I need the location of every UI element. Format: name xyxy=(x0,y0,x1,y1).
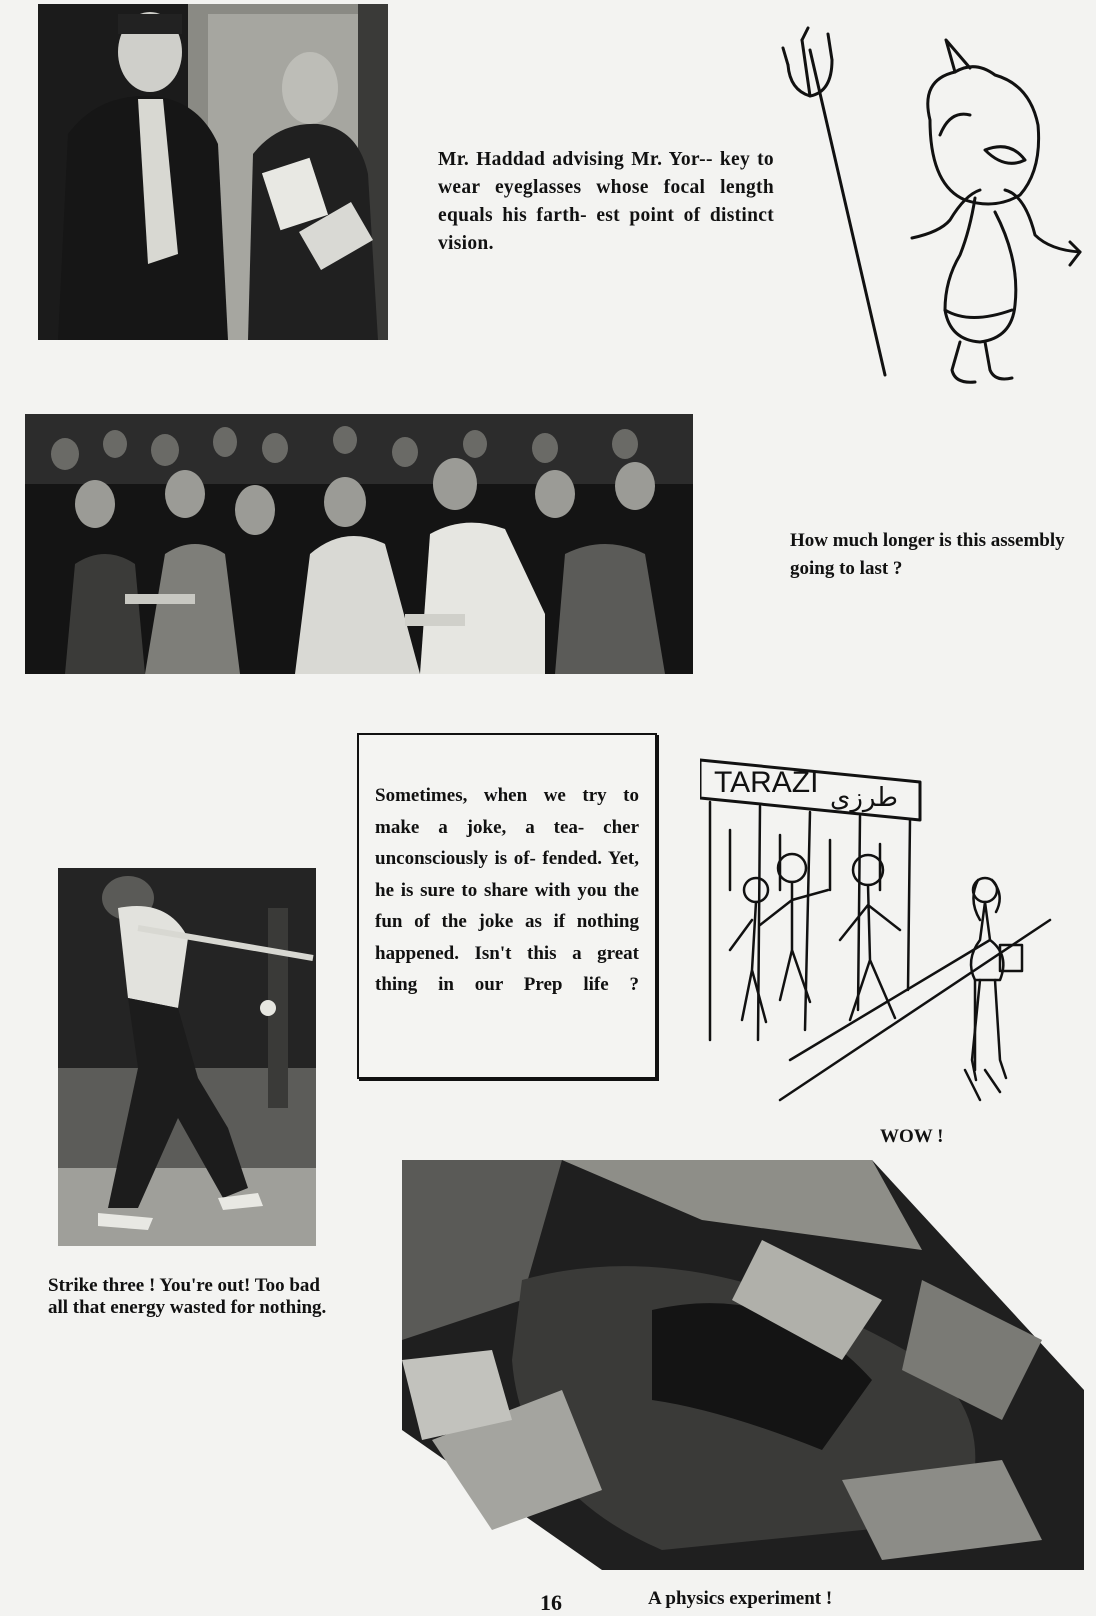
photo-physics-experiment xyxy=(402,1160,1084,1570)
joke-text: Sometimes, when we try to make a joke, a tea- cher unconsciously is of- fended. Yet, he is sure to share with you the fun of the joke as if nothing happened. Isn't this a great thing in our Prep life ? xyxy=(375,785,639,995)
photo-assembly-students-image xyxy=(25,414,693,674)
caption-advising: Mr. Haddad advising Mr. Yor-- key to wear eyeglasses whose focal length equals his farth- est point of distinct vision. xyxy=(438,148,774,254)
joke-text-box xyxy=(357,733,657,1079)
caption-physics: A physics experiment ! xyxy=(648,1588,833,1609)
photo-baseball-swing xyxy=(58,868,316,1246)
caption-baseball: Strike three ! You're out! Too bad all that energy wasted for nothing. xyxy=(48,1275,327,1318)
caption-assembly: How much longer is this assembly going to last ? xyxy=(790,530,1065,579)
tarazi-cartoon-drawing xyxy=(700,740,1080,1120)
tarazi-sign-latin: TARAZI xyxy=(714,766,819,799)
photo-teachers-talking xyxy=(38,4,388,340)
photo-teachers-talking-image xyxy=(38,4,388,340)
caption-wow: WOW ! xyxy=(880,1126,944,1147)
tarazi-sign-arabic: طرزي xyxy=(830,783,898,813)
photo-baseball-swing-image xyxy=(58,868,316,1246)
photo-assembly-students xyxy=(25,414,693,674)
devil-cartoon-drawing xyxy=(780,20,1090,400)
page-number: 16 xyxy=(540,1590,562,1615)
photo-physics-experiment-image xyxy=(402,1160,1084,1570)
